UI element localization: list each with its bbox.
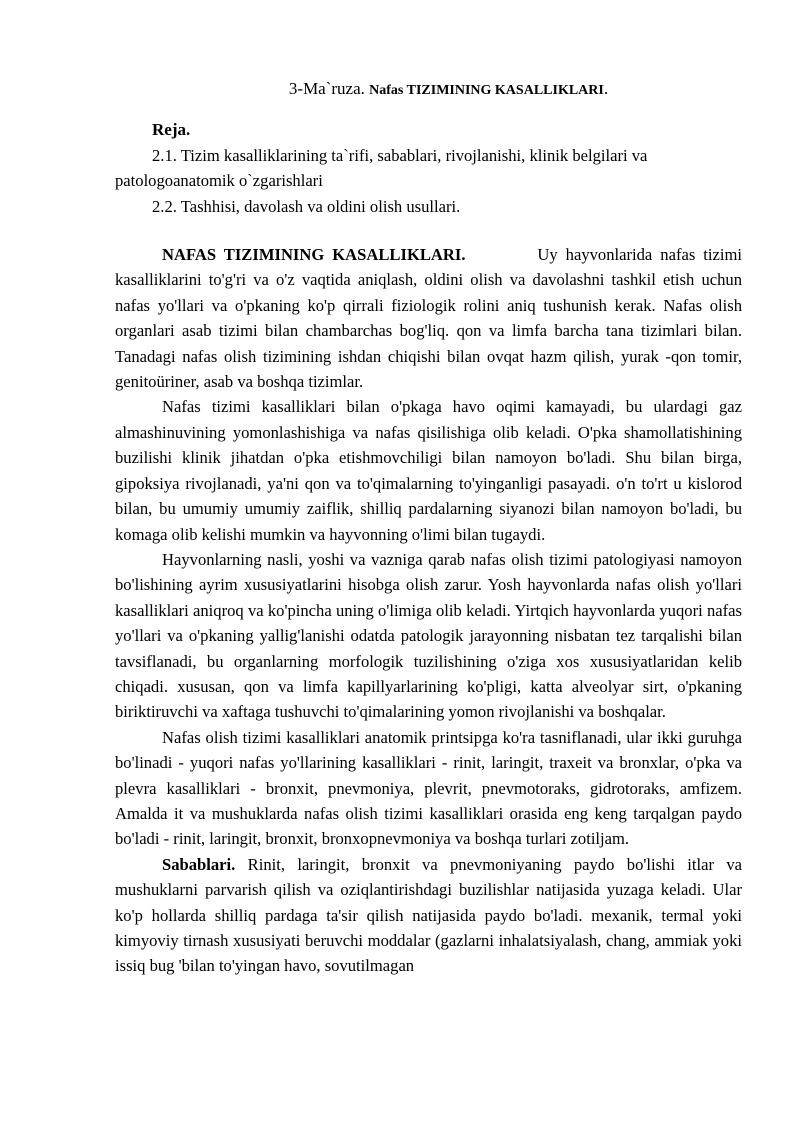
document-page (115, 76, 742, 979)
paragraph-causes (115, 852, 742, 979)
plan-item-1: 2.1. Tizim kasalliklarining ta`rifi, sabablari, rivojlanishi, klinik belgilari va patologoanatomik o`zgarishlari (115, 145, 648, 191)
intro-text: Uy hayvonlarida nafas tizimi kasalliklarini to'g'ri va o'z vaqtida aniqlash, oldini olish va davolashni tashkil etish uchun nafas yo'llari va o'pkaning ko'p qirrali fiziologik rolini aniq tushunish kerak. Nafas olish organlari asab tizimi bilan chambarchas bog'liq. qon va limfa barcha tana tizimlari bilan. Tanadagi nafas olish tizimining ishdan chiqishi bilan ovqat hazm qilish, yurak -qon tomir, genitoüriner, asab va boshqa tizimlar. (115, 245, 742, 392)
causes-text: Rinit, laringit, bronxit va pnevmoniyaning paydo bo'lishi itlar va mushuklarni parvarish qilish va oziqlantirishdagi buzilishlar natijasida yuzaga keladi. Ular ko'p hollarda shilliq pardaga ta'sir qilish natijasida paydo bo'ladi. mexanik, termal yoki kimyoviy tirnash xususiyati beruvchi moddalar (gazlarni inhalatsiyalash, chang, ammiak yoki issiq bug 'bilan to'yingan havo, sovutilmagan (115, 854, 742, 976)
lecture-title-text: Nafas TIZIMINING KASALLIKLARI (369, 83, 604, 98)
section-spacer (115, 219, 742, 242)
paragraph-3: Hayvonlarning nasli, yoshi va vazniga qarab nafas olish tizimi patologiyasi namoyon bo'lishining ayrim xususiyatlarini hisobga olish zarur. Yosh hayvonlarda nafas olish yo'llari kasalliklari aniqroq va ko'pincha uning o'limiga olib keladi. Yirtqich hayvonlarda yuqori nafas yo'llari va o'pkaning yallig'lanishi odatda patologik jarayonning nisbatan tez tarqalishi bilan tavsiflanadi, bu organlarning morfologik tuzilishining o'ziga xos xususiyatlaridan kelib chiqadi. xususan, qon va limfa kapillyarlarining ko'pligi, katta alveolyar sirt, o'pkaning biriktiruvchi va xaftaga tushuvchi to'qimalarining yomon rivojlanishi va boshqalar. (115, 549, 742, 722)
lecture-label: 3-Ma`ruza. (288, 79, 365, 98)
paragraph-intro (115, 242, 742, 394)
lecture-title (115, 76, 742, 103)
paragraph-4: Nafas olish tizimi kasalliklari anatomik printsipga ko'ra tasniflanadi, ular ikki guruhga bo'linadi - yuqori nafas yo'llarining kasalliklari - rinit, laringit, traxeit va bronxlar, o'pka va plevra kasalliklari - bronxit, pnevmoniya, plevrit, pnevmotoraks, gidrotoraks, amfizem. Amalda it va mushuklarda nafas olish tizimi kasalliklari orasida eng keng tarqalgan paydo bo'ladi - rinit, laringit, bronxit, bronxopnevmoniya va boshqa turlari zotiljam. (115, 727, 742, 849)
intro-heading: NAFAS TIZIMINING KASALLIKLARI. (162, 245, 466, 265)
lecture-title-end: . (603, 79, 609, 98)
plan-item-2: 2.2. Tashhisi, davolash va oldini olish usullari. (152, 196, 461, 216)
paragraph-2: Nafas tizimi kasalliklari bilan o'pkaga havo oqimi kamayadi, bu ulardagi gaz almashinuvining yomonlashishiga va nafas qisilishiga olib keladi. O'pka shamollatishining buzilishi klinik jihatdan o'pka etishmovchiligi bilan namoyon bo'ladi. Shu bilan birga, gipoksiya rivojlanadi, ya'ni qon va to'qimalarning to'yinganligi pasayadi. o'n to'rt u kislorod bilan, bu umumiy umumiy zaiflik, shilliq pardalarning siyanozi bilan namoyon bo'ladi, bu komaga olib kelishi mumkin va hayvonning o'limi bilan tugaydi. (115, 397, 742, 544)
causes-heading: Sabablari. (162, 854, 236, 874)
plan-heading: Reja. (152, 120, 191, 140)
